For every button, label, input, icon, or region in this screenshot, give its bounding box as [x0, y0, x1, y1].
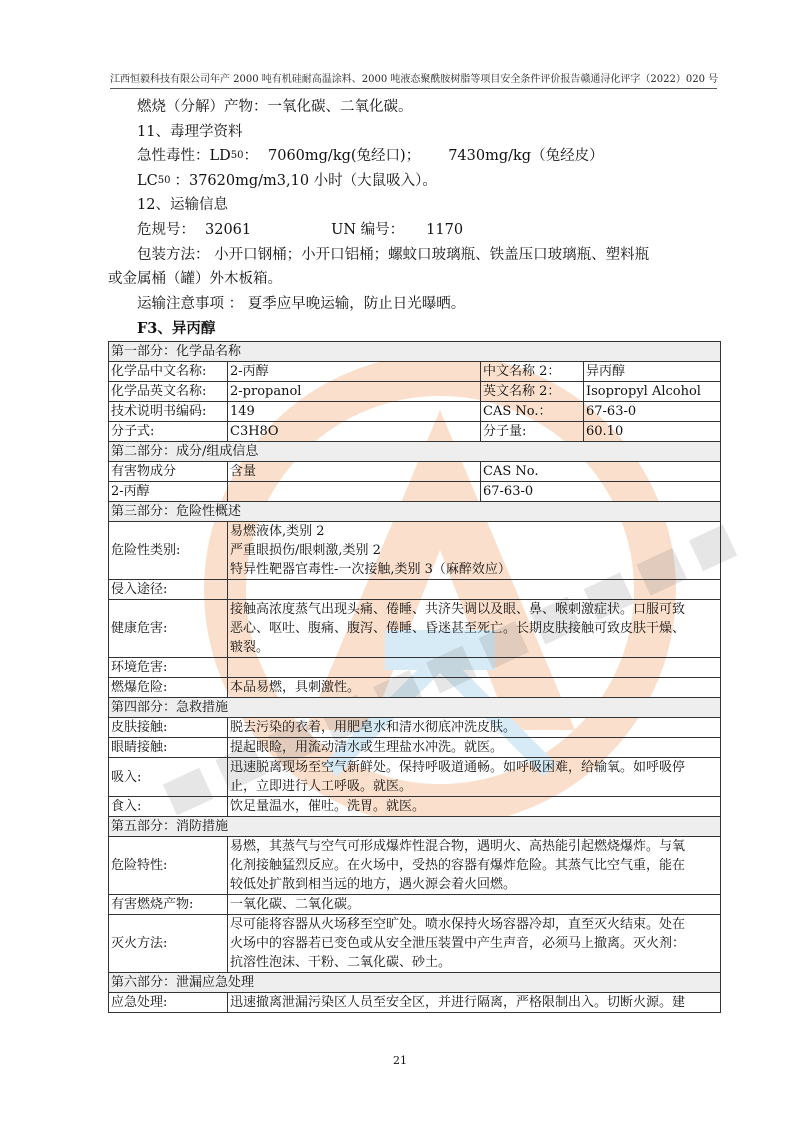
text-line: 抗溶性泡沫、干粉、二氧化碳、砂土。 — [230, 955, 452, 971]
cell-value — [228, 758, 721, 797]
text-line: 止，立即进行人工呼吸。就医。 — [230, 779, 413, 795]
cell-label: 中文名称 2： — [481, 362, 584, 382]
page-number: 21 — [393, 1054, 407, 1067]
un-number-label: UN 编号： — [331, 221, 405, 238]
transport-heading: 12、运输信息 — [137, 197, 228, 214]
table-row — [109, 580, 721, 600]
table-row — [109, 600, 721, 658]
table-row — [109, 482, 721, 502]
hazard-number-label: 危规号： — [137, 221, 195, 238]
cell-value — [228, 482, 481, 502]
table-row — [109, 993, 721, 1013]
cell-label: 化学品英文名称: — [109, 382, 228, 402]
text-line: 特异性靶器官毒性-一次接触,类别 3（麻醉效应） — [230, 562, 511, 578]
text-line: 易燃，其蒸气与空气可形成爆炸性混合物，遇明火、高热能引起燃烧爆炸。与氧 — [230, 839, 686, 855]
text-line: 严重眼损伤/眼刺激,类别 2 — [230, 543, 381, 559]
cell-value — [228, 580, 721, 600]
cell-value: 2-丙醇 — [109, 482, 228, 502]
cell-label: 化学品中文名称: — [109, 362, 228, 382]
text-line: 皲裂。 — [230, 640, 270, 656]
cell-value: 60.10 — [584, 422, 721, 442]
cell-label: CAS No. — [481, 462, 721, 482]
cell-value: 149 — [228, 402, 481, 422]
cell-label: 环境危害: — [109, 658, 228, 678]
part1-header: 第一部分：化学品名称 — [109, 342, 721, 362]
ld-subscript: 50 — [230, 150, 244, 162]
ld-label: 急性毒性：LD — [137, 148, 231, 165]
acute-toxicity-line — [108, 144, 720, 169]
cell-label: 吸入: — [109, 758, 228, 797]
cell-value — [228, 658, 721, 678]
cell-label: 皮肤接触: — [109, 718, 228, 738]
packaging-line-1: 包装方法： 小开口钢桶；小开口铝桶；螺蚊口玻璃瓶、铁盖压口玻璃瓶、塑料瓶 — [137, 246, 650, 263]
text-line: 尽可能将容器从火场移至空旷处。喷水保持火场容器冷却，直至灭火结束。处在 — [230, 917, 686, 933]
cell-label: 灭火方法: — [109, 915, 228, 973]
ld-oral-value: 7060mg/kg(兔经口)； — [268, 148, 421, 165]
cell-label: 食入: — [109, 797, 228, 817]
packaging-line-2: 或金属桶（罐）外木板箱。 — [108, 271, 282, 288]
ld-separator: ： — [243, 148, 258, 165]
part5-header: 第五部分：消防措施 — [109, 817, 721, 837]
lc-value: ：37620mg/m3,10 小时（大鼠吸入）。 — [174, 172, 437, 189]
cell-label: 眼睛接触: — [109, 738, 228, 758]
cell-value: 迅速撤离泄漏污染区人员至安全区，并进行隔离，严格限制出入。切断火源。建 — [228, 993, 721, 1013]
cell-label: 含量 — [228, 462, 481, 482]
cell-value — [228, 600, 721, 658]
cell-value — [228, 915, 721, 973]
table-row — [109, 797, 721, 817]
cell-label: 健康危害: — [109, 600, 228, 658]
cell-label: 有害物成分 — [109, 462, 228, 482]
table-row — [109, 522, 721, 580]
hazard-number-line — [108, 218, 720, 243]
toxicology-heading: 11、毒理学资料 — [137, 123, 243, 140]
cell-value: 饮足量温水，催吐。洗胃。就医。 — [228, 797, 721, 817]
cell-label: 分子量: — [481, 422, 584, 442]
ld-skin-value: 7430mg/kg（兔经皮） — [448, 148, 604, 165]
section-title-f3: F3、异丙醇 — [137, 320, 216, 338]
cell-label: 技术说明书编码: — [109, 402, 228, 422]
cell-value: C3H8O — [228, 422, 481, 442]
cell-label: 侵入途径: — [109, 580, 228, 600]
cell-value: 本品易燃，具刺激性。 — [228, 678, 721, 698]
table-row — [109, 422, 721, 442]
part6-header: 第六部分：泄漏应急处理 — [109, 973, 721, 993]
text-line: 火场中的容器若已变色或从安全泄压装置中产生声音，必须马上撤离。灭火剂： — [230, 936, 686, 952]
cell-value: 脱去污染的衣着，用肥皂水和清水彻底冲洗皮肤。 — [228, 718, 721, 738]
table-row — [109, 678, 721, 698]
table-row — [109, 362, 721, 382]
text-line: 恶心、呕吐、腹痛、腹泻、倦睡、昏迷甚至死亡。长期皮肤接触可致皮肤干燥、 — [230, 621, 686, 637]
table-row — [109, 658, 721, 678]
hazard-number-value: 32061 — [205, 221, 252, 238]
cell-label: 应急处理: — [109, 993, 228, 1013]
un-number-value: 1170 — [426, 221, 464, 238]
msds-table — [108, 341, 721, 1013]
part4-header: 第四部分：急救措施 — [109, 698, 721, 718]
lc-subscript: 50 — [157, 174, 171, 186]
part3-header: 第三部分：危险性概述 — [109, 502, 721, 522]
text-line: 化剂接触猛烈反应。在火场中，受热的容器有爆炸危险。其蒸气比空气重，能在 — [230, 858, 686, 874]
table-row — [109, 402, 721, 422]
cell-value: 67-63-0 — [584, 402, 721, 422]
cell-value — [228, 522, 721, 580]
cell-label: 英文名称 2： — [481, 382, 584, 402]
cell-value: 异丙醇 — [584, 362, 721, 382]
page-header — [110, 70, 717, 89]
table-row — [109, 462, 721, 482]
text-line: 接触高浓度蒸气出现头痛、倦睡、共济失调以及眼、鼻、喉刺激症状。口服可致 — [230, 602, 686, 618]
table-row — [109, 837, 721, 895]
cell-value — [228, 837, 721, 895]
cell-label: 分子式: — [109, 422, 228, 442]
transport-note-line: 运输注意事项 ： 夏季应早晚运输，防止日光曝晒。 — [137, 295, 466, 312]
cell-label: CAS No.： — [481, 402, 584, 422]
cell-value: Isopropyl Alcohol — [584, 382, 721, 402]
cell-label: 燃爆危险: — [109, 678, 228, 698]
cell-label: 危险特性: — [109, 837, 228, 895]
lc-line — [108, 169, 720, 194]
table-row — [109, 738, 721, 758]
text-line: 较低处扩散到相当远的地方，遇火源会着火回燃。 — [230, 877, 517, 893]
cell-value: 67-63-0 — [481, 482, 721, 502]
table-row — [109, 915, 721, 973]
text-line: 易燃液体,类别 2 — [230, 524, 325, 540]
part2-header: 第二部分：成分/组成信息 — [109, 442, 721, 462]
header-report-title: 江西恒毅科技有限公司年产 2000 吨有机硅耐高温涂料、2000 吨液态聚酰胺树脂等项目安全条件评价报告 — [110, 74, 581, 85]
table-row — [109, 758, 721, 797]
cell-label: 有害燃烧产物: — [109, 895, 228, 915]
cell-value: 一氧化碳、二氧化碳。 — [228, 895, 721, 915]
lc-label: LC — [137, 172, 158, 189]
cell-value: 提起眼睑，用流动清水或生理盐水冲洗。就医。 — [228, 738, 721, 758]
text-line: 迅速脱离现场至空气新鲜处。保持呼吸道通畅。如呼吸困难，给输氧。如呼吸停 — [230, 760, 686, 776]
page-content — [108, 95, 720, 1013]
table-row — [109, 382, 721, 402]
table-row — [109, 895, 721, 915]
cell-value: 2-propanol — [228, 382, 481, 402]
burn-products-line: 燃烧（分解）产物：一氧化碳、二氧化碳。 — [137, 99, 413, 115]
header-report-number: 赣通浔化评字（2022）020 号 — [580, 74, 719, 85]
cell-label: 危险性类别: — [109, 522, 228, 580]
table-row — [109, 718, 721, 738]
cell-value: 2-丙醇 — [228, 362, 481, 382]
